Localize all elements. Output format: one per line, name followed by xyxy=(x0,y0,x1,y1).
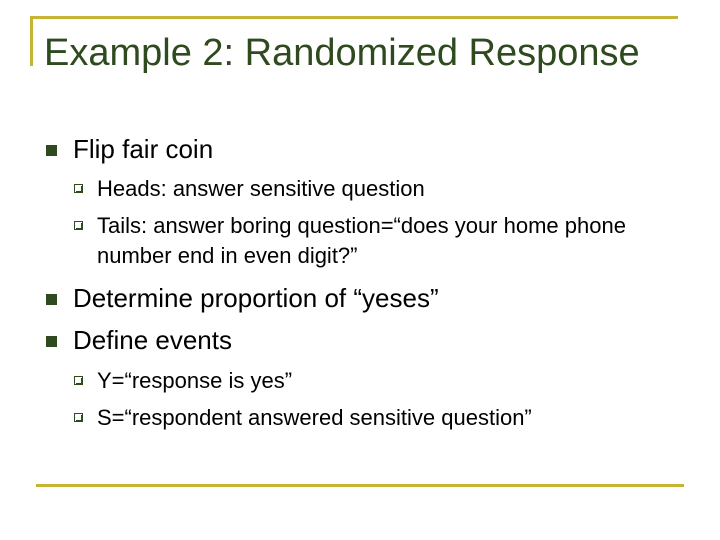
bullet-text: Define events xyxy=(73,325,232,355)
hollow-square-bullet-icon xyxy=(74,376,83,385)
sub-bullet-text: Tails: answer boring question=“does your home phone number end in even digit?” xyxy=(97,213,626,268)
bullet-text: Determine proportion of “yeses” xyxy=(73,283,439,313)
hollow-square-bullet-icon xyxy=(74,184,83,193)
hollow-square-bullet-icon xyxy=(74,221,83,230)
sub-bullet-text: S=“respondent answered sensitive question” xyxy=(97,405,532,430)
square-bullet-icon xyxy=(46,294,57,305)
square-bullet-icon xyxy=(46,145,57,156)
bullet-text: Flip fair coin xyxy=(73,134,214,164)
sub-bullet-text: Y=“response is yes” xyxy=(97,368,293,393)
square-bullet-icon xyxy=(46,336,57,347)
sub-bullet-text: Heads: answer sensitive question xyxy=(97,176,425,201)
slide-title: Example 2: Randomized Response xyxy=(44,32,640,74)
hollow-square-bullet-icon xyxy=(74,413,83,422)
